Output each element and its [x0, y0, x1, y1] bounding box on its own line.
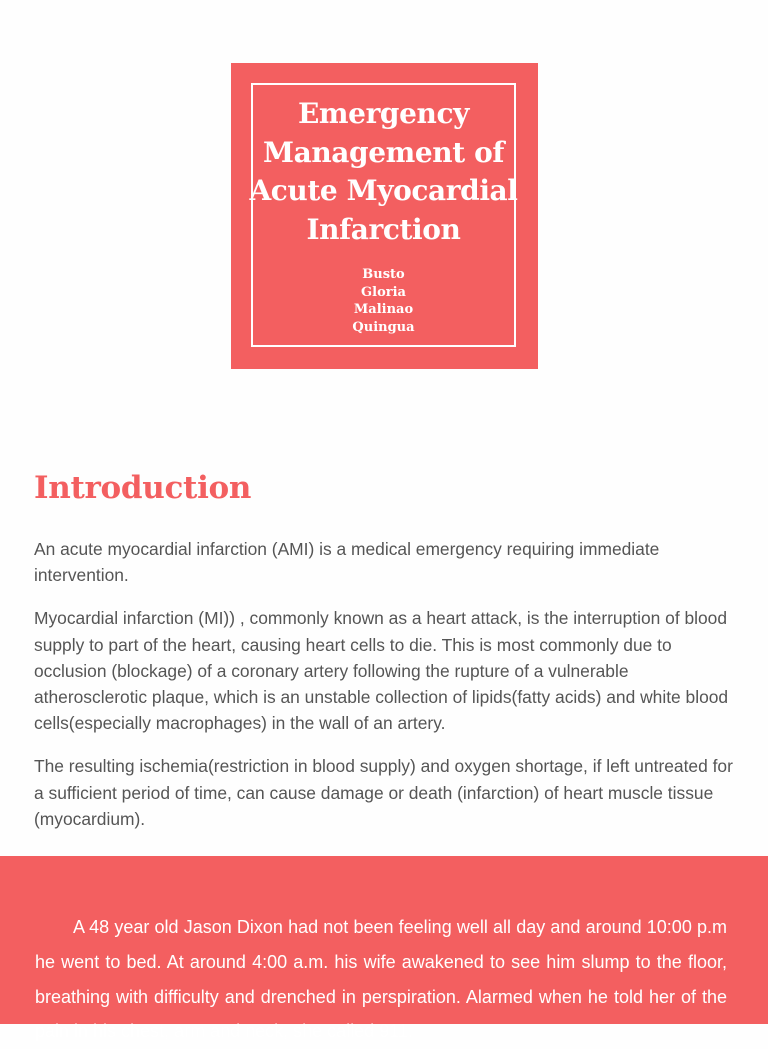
paragraph: The resulting ischemia(restriction in blood supply) and oxygen shortage, if left untreated for a sufficient period of time, can cause damage or death (infarction) of heart muscle tissue (myocardium).	[34, 756, 733, 829]
cover-card	[231, 63, 538, 369]
paragraph: An acute myocardial infarction (AMI) is a medical emergency requiring immediate intervention.	[34, 539, 660, 586]
author-name: Gloria	[361, 284, 406, 300]
section-heading-introduction: Introduction	[34, 470, 252, 506]
document-title: Emergency Management of Acute Myocardial Infarction	[249, 97, 518, 246]
author-name: Quingua	[352, 319, 415, 335]
cover-frame	[251, 83, 516, 347]
case-study-text: A 48 year old Jason Dixon had not been feeling well all day and around 10:00 p.m he went to bed. At around 4:00 a.m. his wife awakened to see him slump to the floor, breathing with difficulty and drenched in perspiration. Alarmed when he told her of the pain in his chest, arm and neck, she called 911.	[35, 917, 727, 1042]
paragraph: Myocardial infarction (MI)) , commonly known as a heart attack, is the interruption of blood supply to part of the heart, causing heart cells to die. This is most commonly due to occlusion (blockage) of a coronary artery following the rupture of a vulnerable atherosclerotic plaque, which is an unstable collection of lipids(fatty acids) and white blood cells(especially macrophages) in the wall of an artery.	[34, 608, 729, 734]
author-name: Busto	[362, 267, 405, 282]
author-name: Malinao	[353, 302, 414, 318]
case-study-panel	[0, 856, 768, 1042]
introduction-body	[34, 536, 746, 849]
author-list	[253, 266, 514, 336]
